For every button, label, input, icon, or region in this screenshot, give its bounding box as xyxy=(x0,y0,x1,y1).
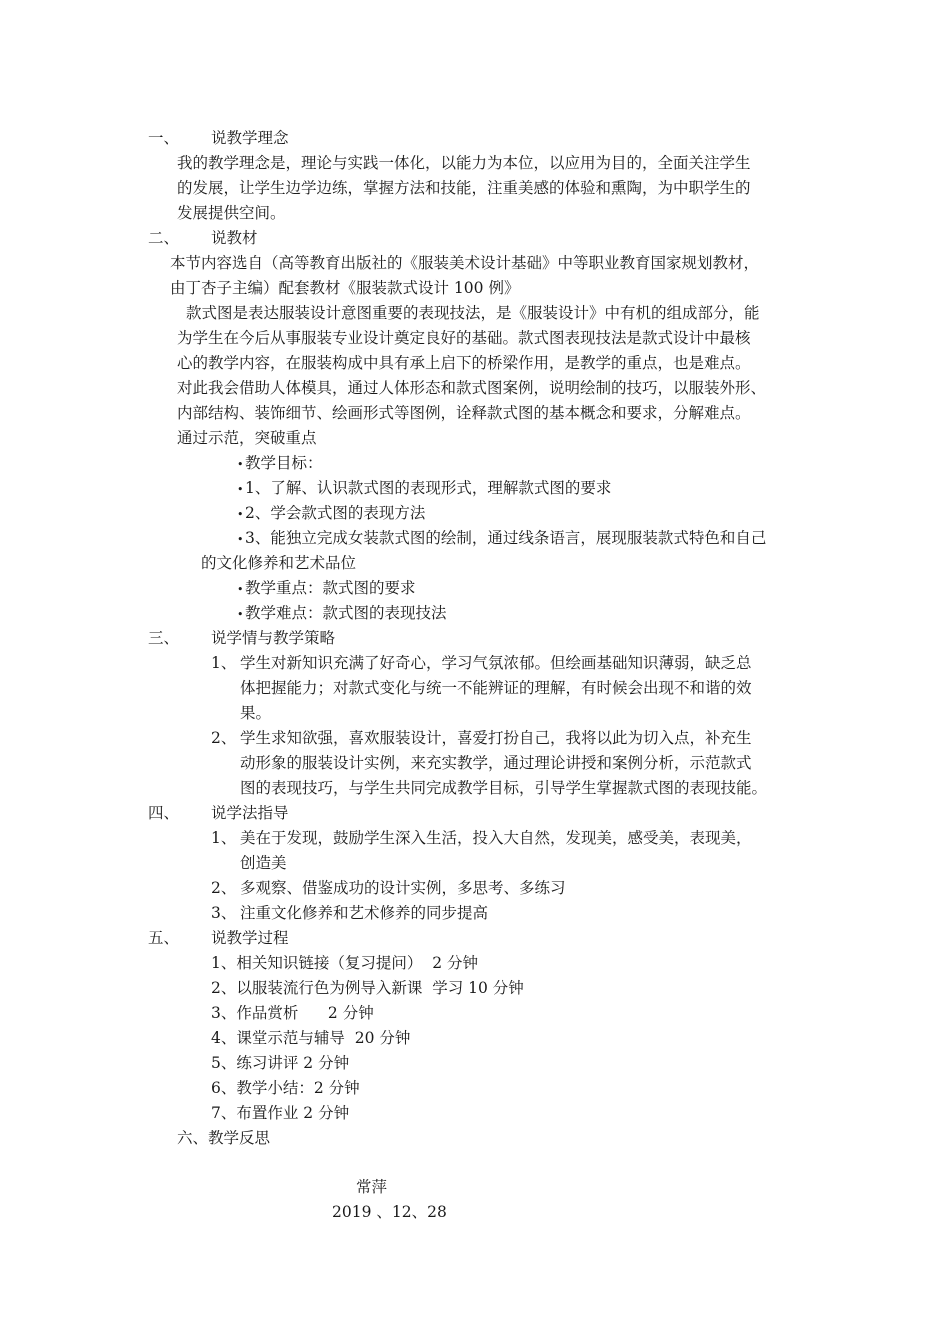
section-2-paragraph: 内部结构、装饰细节、绘画形式等图例，诠释款式图的基本概念和要求，分解难点。 xyxy=(177,404,751,422)
list-item-text: 注重文化修养和艺术修养的同步提高 xyxy=(240,904,489,922)
section-2-title: 说教材 xyxy=(211,229,258,247)
process-step: 7、布置作业 2 分钟 xyxy=(211,1104,350,1122)
list-item-text: 图的表现技巧，与学生共同完成教学目标，引导学生掌握款式图的表现技能。 xyxy=(240,779,768,797)
list-item-text: 体把握能力；对款式变化与统一不能辨证的理解，有时候会出现不和谐的效 xyxy=(240,679,752,697)
section-1-number: 一、 xyxy=(148,129,180,147)
list-item-text: 果。 xyxy=(240,704,272,722)
process-step: 4、课堂示范与辅导 20 分钟 xyxy=(211,1029,411,1047)
bullet-item-continuation: 的文化修养和艺术品位 xyxy=(201,554,357,572)
list-item-number: 1、 xyxy=(211,654,237,672)
section-3-number: 三、 xyxy=(148,629,180,647)
section-6-title: 六、教学反思 xyxy=(177,1129,271,1147)
section-2-paragraph: 通过示范，突破重点 xyxy=(177,429,317,447)
bullet-item: 1、了解、认识款式图的表现形式，理解款式图的要求 xyxy=(245,479,612,497)
section-1-text: 我的教学理念是，理论与实践一体化，以能力为本位，以应用为目的，全面关注学生 xyxy=(177,154,751,172)
signature-date: 2019 、12、28 xyxy=(332,1203,447,1221)
bullet-icon: • xyxy=(237,583,244,596)
bullet-icon: • xyxy=(237,608,244,621)
bullet-icon: • xyxy=(237,458,244,471)
bullet-item: 2、学会款式图的表现方法 xyxy=(245,504,426,522)
process-step: 6、教学小结：2 分钟 xyxy=(211,1079,360,1097)
process-step: 3、作品赏析 2 分钟 xyxy=(211,1004,374,1022)
bullet-item: 教学目标： xyxy=(245,454,323,472)
bullet-icon: • xyxy=(237,533,244,546)
section-2-paragraph: 为学生在今后从事服装专业设计奠定良好的基础。款式图表现技法是款式设计中最核 xyxy=(177,329,751,347)
bullet-icon: • xyxy=(237,508,244,521)
process-step: 1、相关知识链接（复习提问） 2 分钟 xyxy=(211,954,479,972)
section-1-title: 说教学理念 xyxy=(211,129,289,147)
list-item-number: 2、 xyxy=(211,879,237,897)
section-2-paragraph: 心的教学内容，在服装构成中具有承上启下的桥梁作用，是教学的重点，也是难点。 xyxy=(177,354,751,372)
list-item-text: 学生求知欲强，喜欢服装设计，喜爱打扮自己，我将以此为切入点，补充生 xyxy=(240,729,752,747)
bullet-icon: • xyxy=(237,483,244,496)
section-5-number: 五、 xyxy=(148,929,180,947)
section-3-title: 说学情与教学策略 xyxy=(211,629,336,647)
section-4-number: 四、 xyxy=(148,804,180,822)
section-4-title: 说学法指导 xyxy=(211,804,289,822)
section-2-paragraph: 对此我会借助人体模具，通过人体形态和款式图案例，说明绘制的技巧，以服装外形、 xyxy=(177,379,767,397)
process-step: 2、以服装流行色为例导入新课 学习 10 分钟 xyxy=(211,979,524,997)
list-item-text: 学生对新知识充满了好奇心，学习气氛浓郁。但绘画基础知识薄弱，缺乏总 xyxy=(240,654,752,672)
section-2-intro: 本节内容选自（高等教育出版社的《服装美术设计基础》中等职业教育国家规划教材， xyxy=(170,254,760,272)
list-item-number: 1、 xyxy=(211,829,237,847)
list-item-number: 2、 xyxy=(211,729,237,747)
section-2-intro: 由丁杏子主编）配套教材《服装款式设计 100 例》 xyxy=(170,279,520,297)
bullet-item: 教学重点：款式图的要求 xyxy=(245,579,416,597)
section-2-number: 二、 xyxy=(148,229,180,247)
bullet-item: 教学难点：款式图的表现技法 xyxy=(245,604,447,622)
process-step: 5、练习讲评 2 分钟 xyxy=(211,1054,350,1072)
signature-name: 常萍 xyxy=(356,1178,388,1196)
bullet-item: 3、能独立完成女装款式图的绘制，通过线条语言，展现服装款式特色和自己 xyxy=(245,529,767,547)
section-5-title: 说教学过程 xyxy=(211,929,289,947)
section-1-text: 发展提供空间。 xyxy=(177,204,286,222)
list-item-number: 3、 xyxy=(211,904,237,922)
section-2-paragraph: 款式图是表达服装设计意图重要的表现技法，是《服装设计》中有机的组成部分，能 xyxy=(186,304,760,322)
list-item-text: 多观察、借鉴成功的设计实例，多思考、多练习 xyxy=(240,879,566,897)
section-1-text: 的发展，让学生边学边练，掌握方法和技能，注重美感的体验和熏陶，为中职学生的 xyxy=(177,179,751,197)
list-item-text: 动形象的服装设计实例，来充实教学，通过理论讲授和案例分析，示范款式 xyxy=(240,754,752,772)
list-item-text: 创造美 xyxy=(240,854,287,872)
list-item-text: 美在于发现，鼓励学生深入生活，投入大自然，发现美，感受美，表现美， xyxy=(240,829,752,847)
